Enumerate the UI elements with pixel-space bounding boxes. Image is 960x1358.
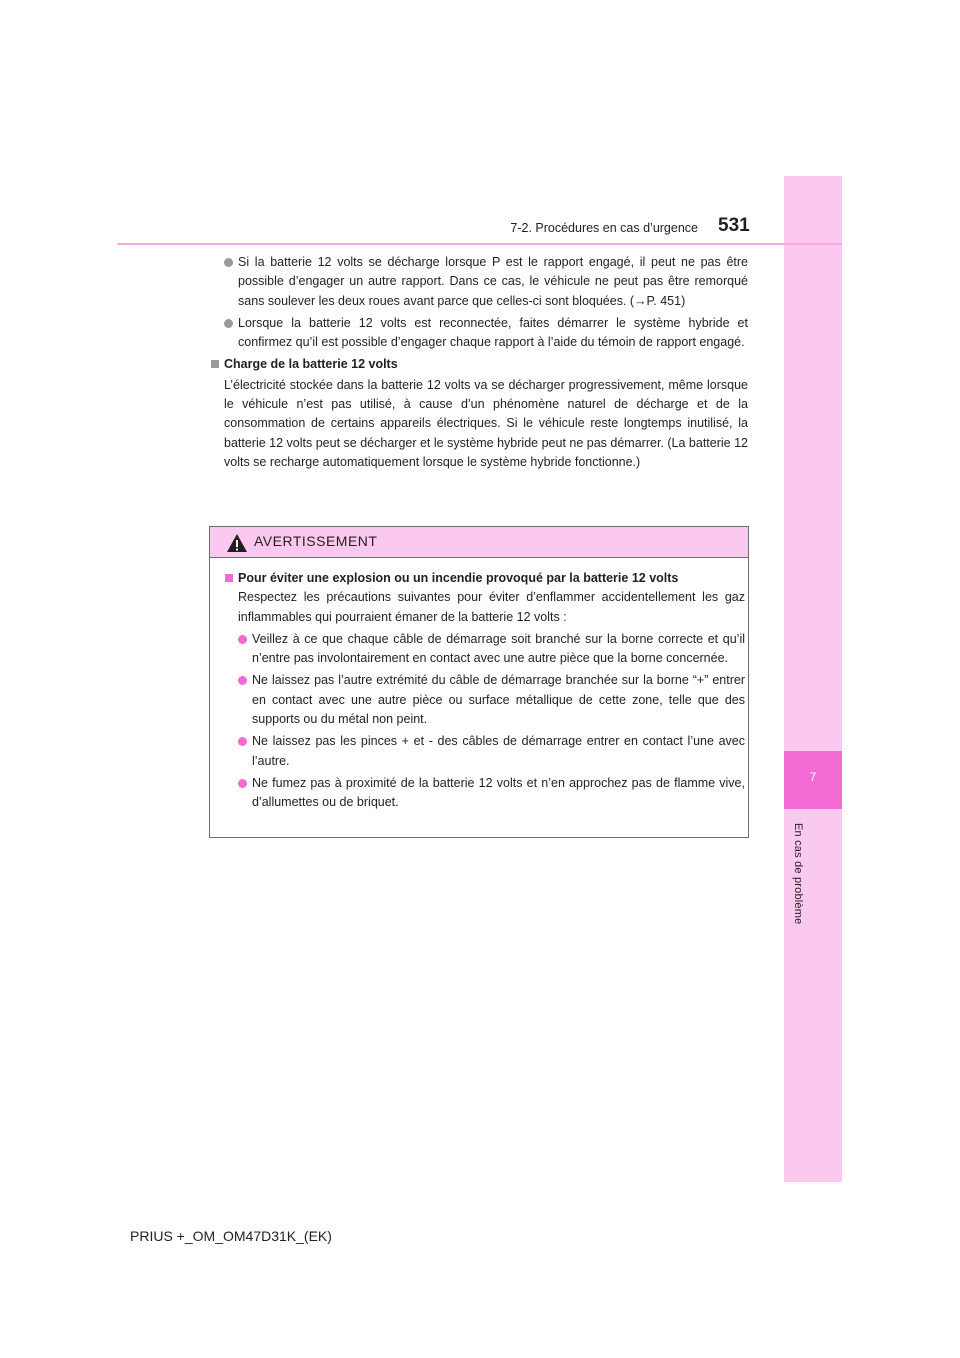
section-body: L’électricité stockée dans la batterie 12 volts va se décharger progressivement, même lorsque le véhicule n’est pas utilisé, à cause d’un phénomène naturel de décharge et de la consommation de certains appareils électriques. Si le véhicule reste longtemps inutilisé, la batterie 12 volts peut se décharger et le système hybride peut ne pas démarrer. (La batterie 12 volts se recharge automatiquement lorsque le système hybride fonctionne.) <box>224 377 748 469</box>
chapter-title: En cas de problème <box>792 823 804 925</box>
bullet-dot-icon <box>238 635 247 644</box>
warning-item-text: Veillez à ce que chaque câble de démarrage soit branché sur la borne correcte et qu’il n’entre pas involontairement en contact avec une autre pièce que la borne concernée. <box>252 631 745 666</box>
warning-item-text: Ne laissez pas l’autre extrémité du câble de démarrage branchée sur la borne “+” entrer en contact avec une autre pièce ou surface métallique de cette zone, telle que des supports ou du métal non peint. <box>252 673 745 727</box>
section-heading-text: Charge de la batterie 12 volts <box>224 357 398 372</box>
bullet-item <box>224 253 748 311</box>
warning-list-item <box>225 630 745 669</box>
main-content <box>224 253 748 472</box>
chapter-side-tab <box>784 176 842 1182</box>
warning-list-item <box>225 732 745 771</box>
bullet-item <box>224 314 748 353</box>
bullet-text: Lorsque la batterie 12 volts est reconnectée, faites démarrer le système hybride et confirmez qu’il est possible d’engager chaque rapport à l’aide du témoin de rapport engagé. <box>238 315 748 350</box>
footer-doc-code: PRIUS +_OM_OM47D31K_(EK) <box>130 1228 332 1244</box>
warning-list-item <box>225 774 745 813</box>
page-number: 531 <box>718 215 750 236</box>
section-heading <box>210 355 748 374</box>
warning-intro: Respectez les précautions suivantes pour éviter d’enflammer accidentellement les gaz inflammables qui pourraient émaner de la batterie 12 volts : <box>238 590 745 624</box>
warning-body <box>225 569 745 816</box>
warning-item-text: Ne laissez pas les pinces + et - des câbles de démarrage entrer en contact l’une avec l’autre. <box>252 734 745 768</box>
bullet-dot-icon <box>224 319 233 328</box>
warning-title: AVERTISSEMENT <box>254 533 378 549</box>
warning-triangle-icon <box>226 533 248 553</box>
square-bullet-icon <box>225 574 233 582</box>
warning-heading <box>225 569 745 588</box>
bullet-dot-icon <box>238 779 247 788</box>
header-rule <box>117 243 842 245</box>
warning-item-text: Ne fumez pas à proximité de la batterie 12 volts et n’en approchez pas de flamme vive, d’allumettes ou de briquet. <box>252 775 745 810</box>
warning-header <box>210 527 748 558</box>
warning-box <box>209 526 749 838</box>
warning-list-item <box>225 671 745 729</box>
square-bullet-icon <box>211 360 219 368</box>
bullet-dot-icon <box>238 676 247 685</box>
bullet-dot-icon <box>224 258 233 267</box>
bullet-text: Si la batterie 12 volts se décharge lorsque P est le rapport engagé, il peut ne pas être possible d’engager un autre rapport. Dans ce cas, le véhicule ne peut pas être remorqué sans soulever les deux roues avant parce que celles-ci sont bloquées. (→P. 451) <box>238 255 748 308</box>
bullet-dot-icon <box>238 737 247 746</box>
header-section-title: 7-2. Procédures en cas d’urgence <box>510 221 698 235</box>
chapter-number: 7 <box>809 770 817 784</box>
warning-heading-text: Pour éviter une explosion ou un incendie provoqué par la batterie 12 volts <box>238 571 679 585</box>
